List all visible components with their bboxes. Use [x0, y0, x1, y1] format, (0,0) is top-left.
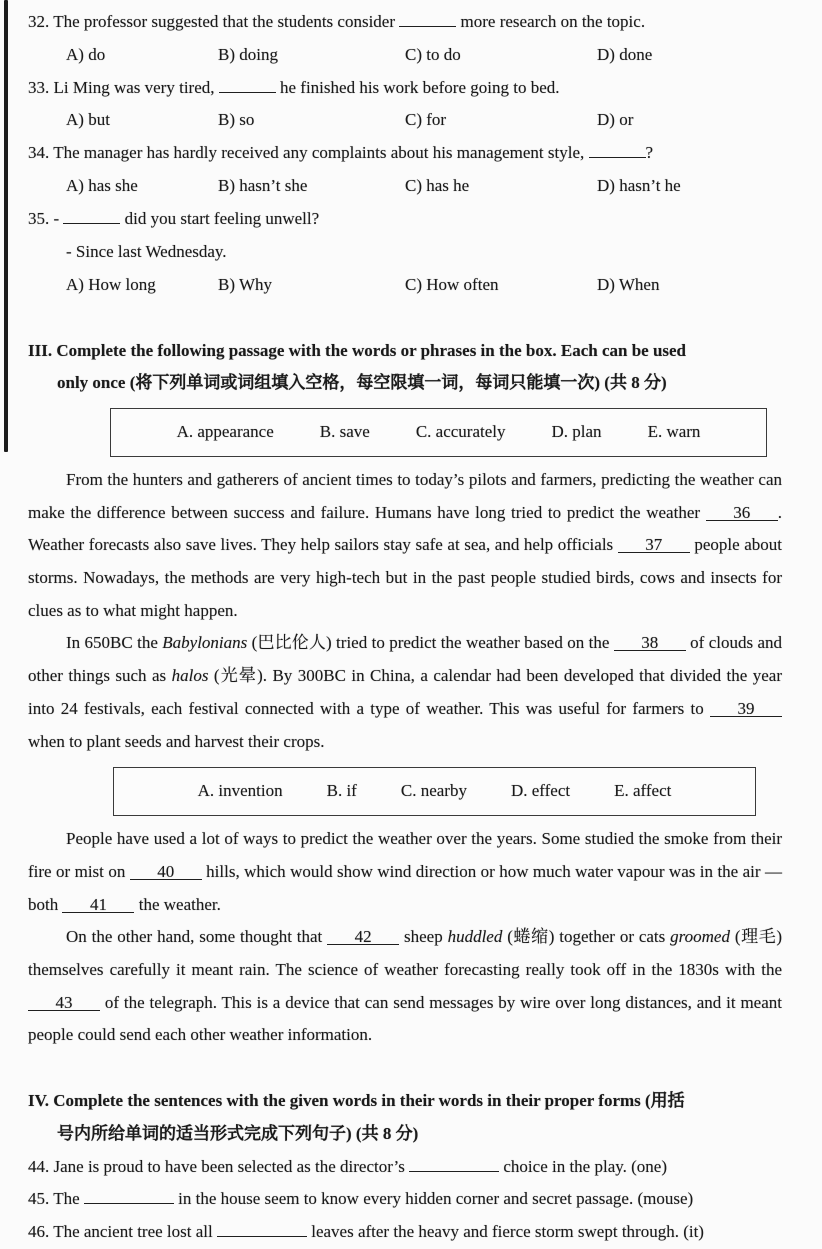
word-box-1-item-e: E. warn [647, 422, 701, 442]
blank-40: 40 [130, 862, 202, 880]
option-33-b: B) so [218, 110, 255, 130]
option-35-a: A) How long [66, 274, 156, 294]
word-box-1-item-a: A. appearance [176, 422, 274, 442]
cloze-paragraph-3 [28, 823, 782, 921]
option-35-d: D) When [597, 274, 660, 294]
question-34-text-post: ? [645, 143, 654, 163]
paragraph-text: hills, which would show wind direction or how much water vapour was in the air — both [28, 861, 782, 914]
question-34-text-pre: 34. The manager has hardly received any complaints about his management style, [28, 143, 589, 163]
blank-39: 39 [710, 699, 782, 717]
italic-term: groomed [670, 927, 730, 947]
question-34-blank [589, 140, 646, 158]
question-33-stem [28, 72, 782, 105]
question-32-options [28, 39, 782, 72]
question-32-text-pre: 32. The professor suggested that the students consider [28, 12, 400, 31]
paragraph-text: From the hunters and gatherers of ancient times to today’s pilots and farmers, predicting the weather can make the difference between success and failure. Humans have long tried to predict the weather [28, 469, 782, 522]
option-35-b: B) Why [218, 274, 272, 294]
question-34-options [28, 170, 782, 203]
option-32-a: A) do [66, 44, 106, 64]
question-46-blank [217, 1219, 307, 1237]
option-32-c: C) to do [405, 44, 461, 64]
blank-43: 43 [28, 993, 100, 1011]
paragraph-text: (巴比伦人) tried to predict the weather based on the [247, 633, 614, 653]
question-34-stem [28, 137, 782, 170]
spacer [28, 1052, 782, 1085]
word-box-1-item-c: C. accurately [415, 422, 506, 442]
paragraph-text: People have used a lot of ways to predict the weather over the years. Some studied the smoke from their fire or mist on [28, 829, 782, 881]
italic-term: huddled [447, 927, 503, 947]
paragraph-text: (蜷缩) together or cats [502, 927, 671, 947]
blank-41: 41 [62, 895, 134, 913]
word-box-2-item-a: A. invention [197, 781, 283, 801]
paragraph-text: (理毛) themselves carefully it meant rain. The science of weather forecasting really took off in the 1830s with the [28, 927, 782, 980]
option-32-d: D) done [597, 44, 653, 64]
cloze-paragraph-2 [28, 627, 782, 758]
question-44-text-pre: 44. Jane is proud to have been selected as the director’s [28, 1156, 410, 1176]
option-32-b: B) doing [218, 44, 278, 64]
word-box-2-item-c: C. nearby [400, 781, 467, 801]
option-34-b: B) hasn’t she [218, 176, 308, 196]
question-32-stem [28, 6, 782, 39]
paragraph-text: On the other hand, some thought that [66, 927, 328, 947]
word-box-2-item-b: B. if [326, 781, 357, 801]
option-34-a: A) has she [66, 176, 138, 196]
option-34-d: D) hasn’t he [597, 176, 681, 196]
option-33-c: C) for [405, 110, 447, 130]
question-35-options [28, 269, 782, 302]
word-box-2 [113, 767, 756, 816]
question-35-text-pre: 35. - [28, 209, 64, 229]
question-44-text-post: choice in the play. (one) [499, 1156, 668, 1176]
word-box-1-item-b: B. save [319, 422, 370, 442]
question-45-text-post: in the house seem to know every hidden corner and secret passage. (mouse) [173, 1189, 694, 1209]
section-4-heading-line-2: 号内所给单词的适当形式完成下列句子) (共 8 分) [57, 1123, 419, 1143]
word-box-2-item-e: E. affect [614, 781, 672, 801]
section-3-heading-line-2: only once (将下列单词或词组填入空格，每空限填一词，每词只能填一次) (共 8 分) [57, 373, 667, 393]
question-46-text-post: leaves after the heavy and fierce storm swept through. (it) [306, 1221, 704, 1241]
word-box-2-item-d: D. effect [510, 781, 571, 801]
scan-edge-artifact [4, 0, 8, 452]
question-32-blank [399, 9, 456, 27]
question-45-text-pre: 45. The [28, 1189, 84, 1209]
question-33-text-post: he finished his work before going to bed. [275, 77, 560, 97]
spacer [28, 302, 782, 335]
question-32-text-post: more research on the topic. [456, 12, 646, 31]
question-45-blank [84, 1186, 174, 1204]
paragraph-text: of the telegraph. This is a device that can send messages by wire over long distances, and it meant people could send each other weather information. [28, 992, 782, 1045]
section-4-heading-line-1: IV. Complete the sentences with the given words in their words in their proper forms (用括 [28, 1091, 685, 1111]
italic-term: halos [171, 666, 209, 686]
question-35-text-post: did you start feeling unwell? [120, 209, 320, 229]
question-46-text-pre: 46. The ancient tree lost all [28, 1221, 217, 1241]
question-45 [28, 1183, 782, 1216]
blank-36: 36 [706, 503, 778, 521]
blank-38: 38 [614, 633, 686, 651]
question-35-stem [28, 203, 782, 236]
question-44-blank [409, 1154, 499, 1172]
question-44 [28, 1151, 782, 1184]
option-33-d: D) or [597, 110, 634, 130]
option-35-c: C) How often [405, 274, 499, 294]
question-35-reply: - Since last Wednesday. [66, 241, 227, 261]
paragraph-text: the weather. [134, 894, 221, 914]
cloze-paragraph-4 [28, 921, 782, 1052]
paragraph-text: In 650BC the [66, 633, 163, 653]
question-33-blank [219, 75, 276, 93]
question-35-blank [63, 206, 120, 224]
paragraph-text: (光晕). By 300BC in China, a calendar had been developed that divided the year into 24 festivals, each festival connected with a type of weather. This was useful for farmers to [28, 666, 782, 718]
question-33-text-pre: 33. Li Ming was very tired, [28, 77, 219, 97]
section-3-heading-line-1: III. Complete the following passage with the words or phrases in the box. Each can be used [28, 340, 687, 360]
question-46 [28, 1216, 782, 1249]
paragraph-text: of clouds and other things such as [28, 633, 783, 686]
cloze-paragraph-1 [28, 464, 782, 628]
paragraph-text: people about storms. Nowadays, the methods are very high-tech but in the past people studied birds, cows and insects for clues as to what might happen. [28, 535, 782, 620]
paragraph-text: when to plant seeds and harvest their crops. [28, 731, 325, 751]
blank-42: 42 [327, 927, 399, 945]
option-33-a: A) but [66, 110, 110, 130]
word-box-1-item-d: D. plan [551, 422, 602, 442]
question-33-options [28, 104, 782, 137]
italic-term: Babylonians [162, 633, 248, 653]
paragraph-text: . Weather forecasts also save lives. They help sailors stay safe at sea, and help officials [28, 502, 782, 555]
paragraph-text: sheep [399, 927, 448, 947]
word-box-1 [110, 408, 767, 457]
blank-37: 37 [618, 535, 690, 553]
option-34-c: C) has he [405, 176, 470, 196]
